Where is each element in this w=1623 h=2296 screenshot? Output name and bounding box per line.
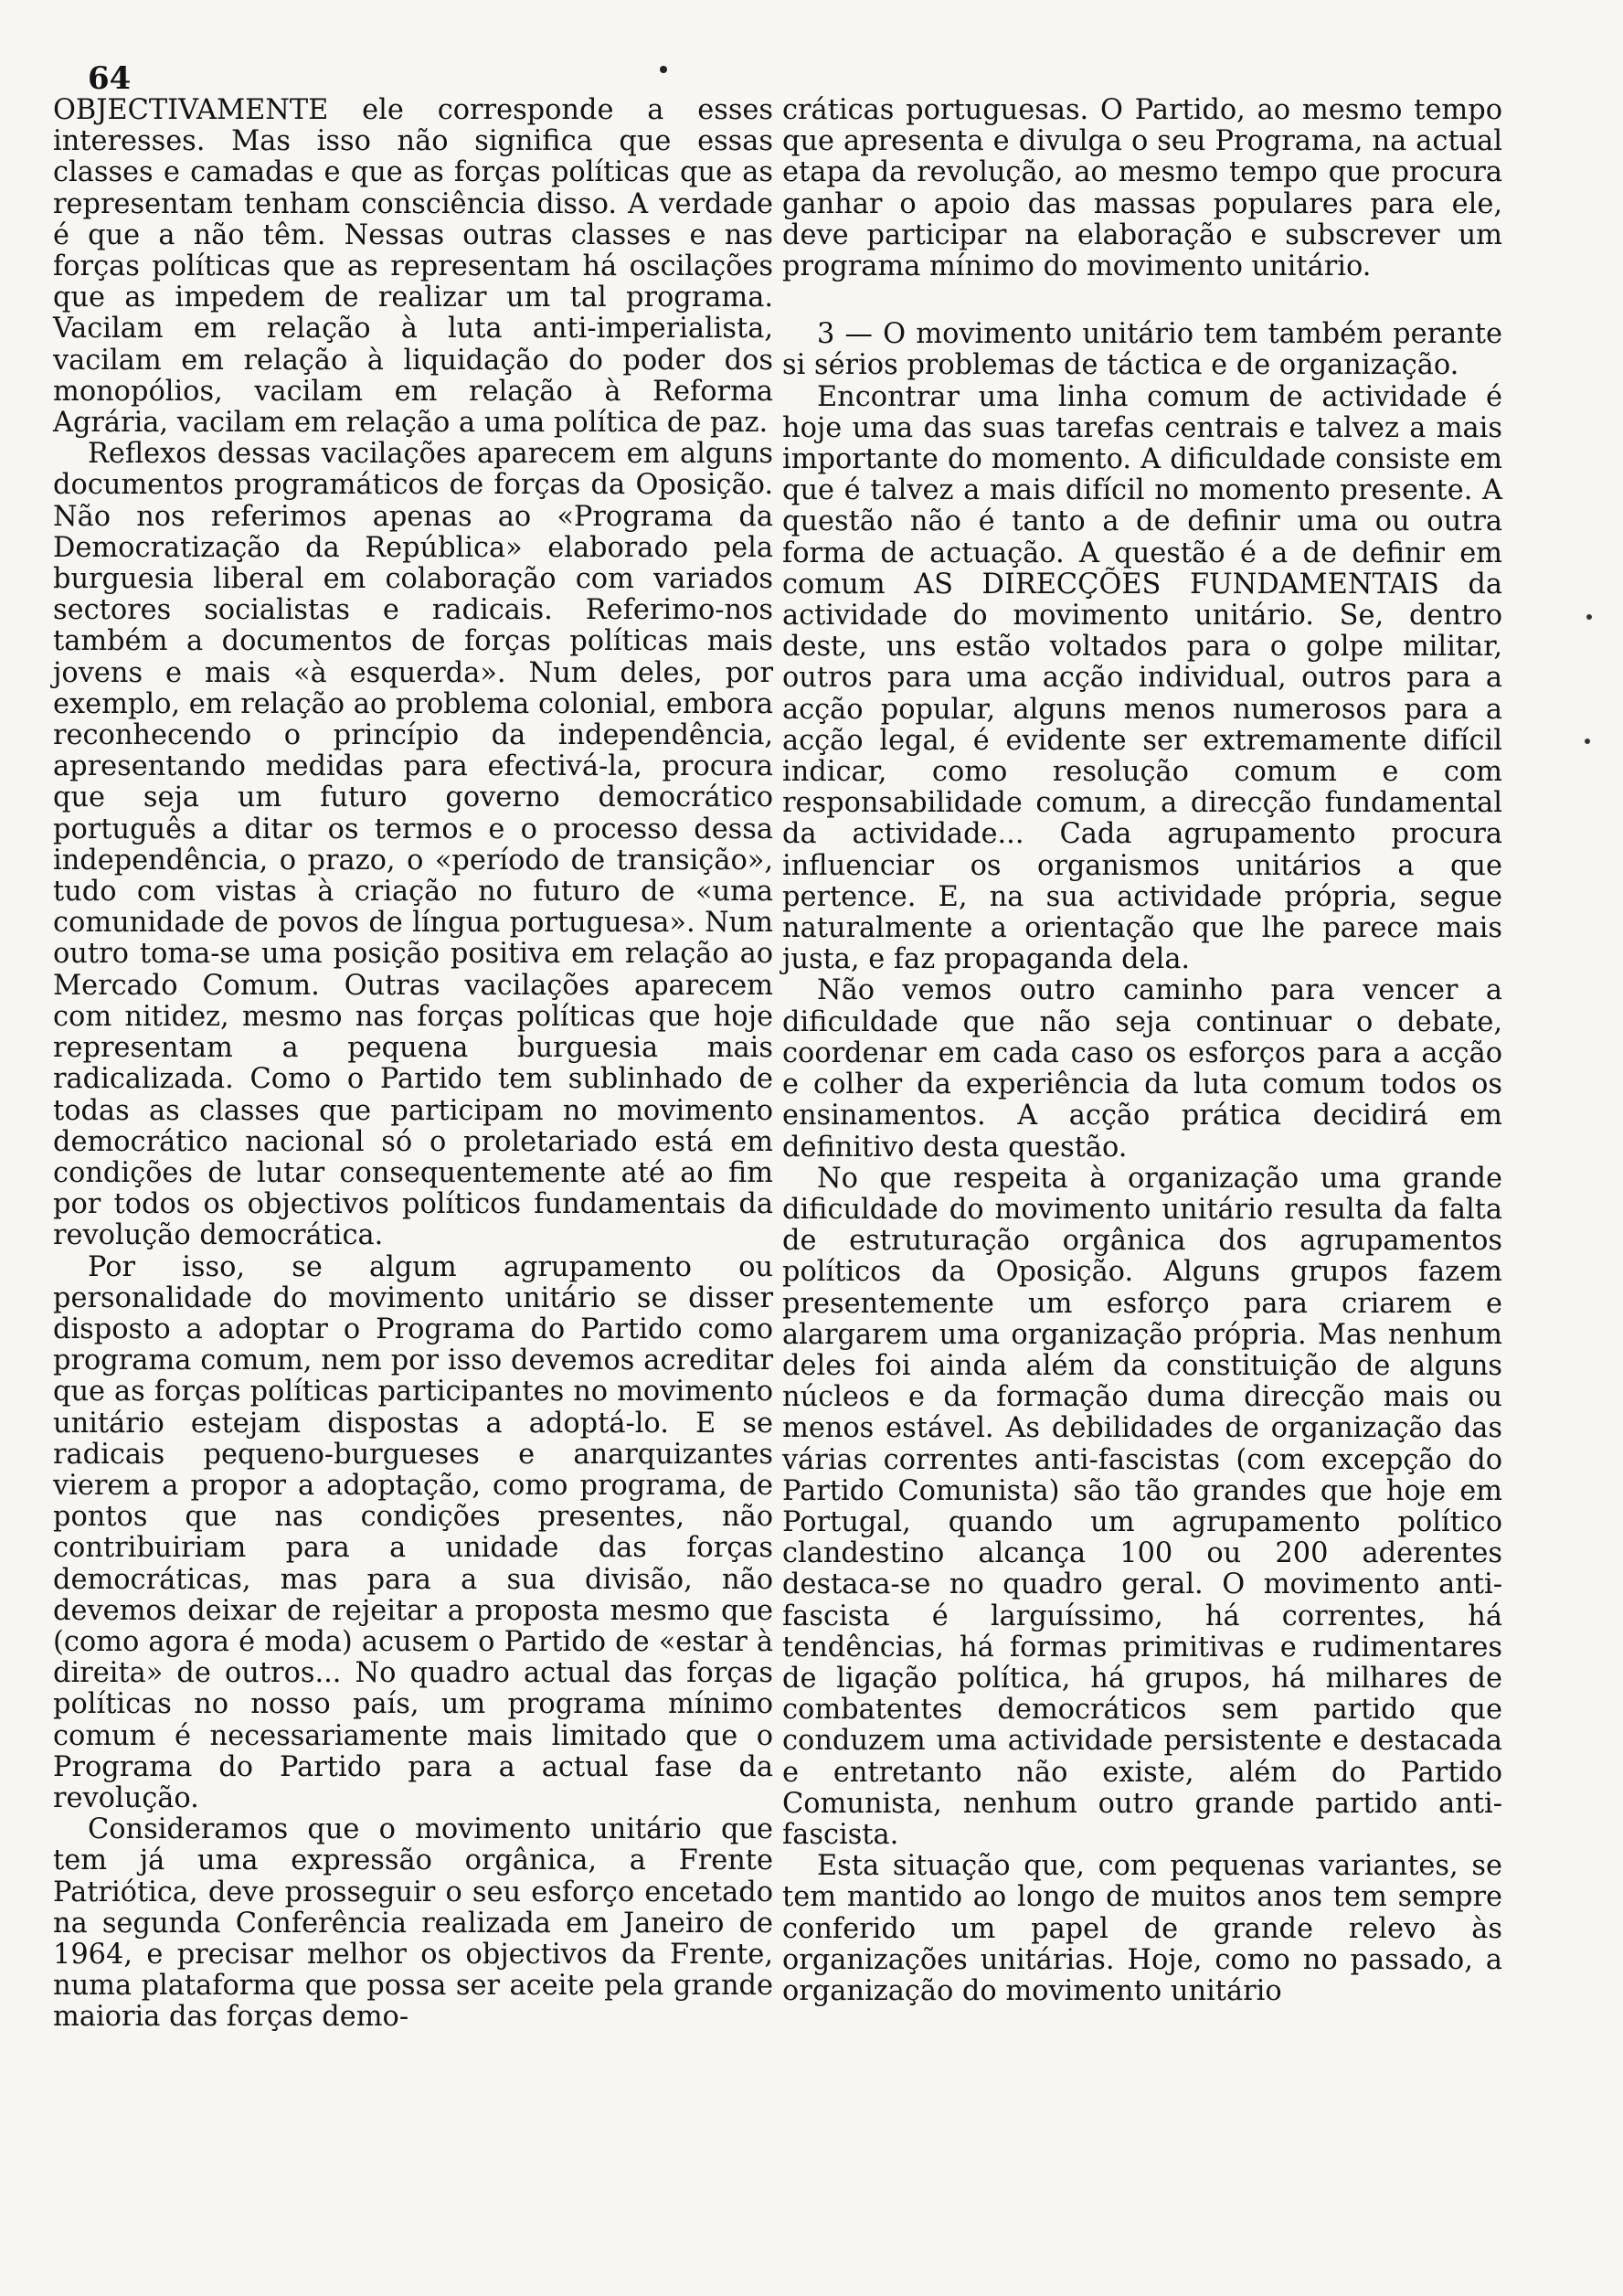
margin-dot — [1585, 739, 1590, 744]
page-dot — [660, 66, 667, 73]
margin-dot — [1586, 614, 1592, 620]
left-column — [53, 95, 773, 2034]
right-paragraph: Esta situação que, com pequenas variantes, se tem mantido ao longo de muitos anos tem sempre conferido um papel de grande relevo às organizações unitárias. Hoje, como no passado, a organização do movimento unitário — [782, 1850, 1502, 2007]
left-paragraph: Por isso, se algum agrupamento ou personalidade do movimento unitário se disser disposto a adoptar o Programa do Partido como programa comum, nem por isso devemos acreditar que as forças políticas participantes no movimento unitário estejam dispostas a adoptá-lo. E se radicais pequeno-burgueses e anarquizantes vierem a propor a adoptação, como programa, de pontos que nas condições presentes, não contribuiriam para a unidade das forças democráticas, mas para a sua divisão, não devemos deixar de rejeitar a proposta mesmo que (como agora é moda) acusem o Partido de «estar à direita» de outros... No quadro actual das forças políticas no nosso país, um programa mínimo comum é necessariamente mais limitado que o Programa do Partido para a actual fase da revolução. — [53, 1250, 773, 1814]
right-paragraph: No que respeita à organização uma grande dificuldade do movimento unitário resulta da falta de estruturação orgânica dos agrupamentos políticos da Oposição. Alguns grupos fazem presentemente um esforço para criarem e alargarem uma organização própria. Mas nenhum deles foi ainda além da constituição de alguns núcleos e da formação duma direcção mais ou menos estável. As debilidades de organização das várias correntes anti-fascistas (com excepção do Partido Comunista) são tão grandes que hoje em Portugal, quando um agrupamento político clandestino alcança 100 ou 200 aderentes destaca-se no quadro geral. O movimento anti-fascista é larguíssimo, há correntes, há tendências, há formas primitivas e rudimentares de ligação política, há grupos, há milhares de combatentes democráticos sem partido que conduzem uma actividade persistente e destacada e entretanto não existe, além do Partido Comunista, nenhum outro grande partido anti-fascista. — [782, 1162, 1502, 1851]
page-number: 64 — [88, 60, 132, 97]
left-paragraph: Consideramos que o movimento unitário que tem já uma expressão orgânica, a Frente Patriótica, deve prosseguir o seu esforço encetado na segunda Conferência realizada em Janeiro de 1964, e precisar melhor os objectivos da Frente, numa plataforma que possa ser aceite pela grande maioria das forças demo- — [53, 1813, 773, 2034]
right-paragraph: Encontrar uma linha comum de actividade é hoje uma das suas tarefas centrais e talvez a mais importante do momento. A dificuldade consiste em que é talvez a mais difícil no momento presente. A questão não é tanto a de definir uma ou outra forma de actuação. A questão é a de definir em comum AS DIRECÇÕES FUNDAMENTAIS da actividade do movimento unitário. Se, dentro deste, uns estão voltados para o golpe militar, outros para uma acção individual, outros para a acção popular, alguns menos numerosos para a acção legal, é evidente ser extremamente difícil indicar, como resolução comum e com responsabilidade comum, a direcção fundamental da actividade... Cada agrupamento procura influenciar os organismos unitários a que pertence. E, na sua actividade própria, segue naturalmente a orientação que lhe parece mais justa, e faz propaganda dela. — [782, 380, 1502, 976]
right-paragraph: Não vemos outro caminho para vencer a dificuldade que não seja continuar o debate, coordenar em cada caso os esforços para a acção e colher da experiência da luta comum todos os ensinamentos. A acção prática decidirá em definitivo desta questão. — [782, 974, 1502, 1164]
left-paragraph: OBJECTIVAMENTE ele corresponde a esses interesses. Mas isso não significa que essas classes e camadas e que as forças políticas que as representam tenham consciência disso. A verdade é que a não têm. Nessas outras classes e nas forças políticas que as representam há oscilações que as impedem de realizar um tal programa. Vacilam em relação à luta anti-imperialista, vacilam em relação à liquidação do poder dos monopólios, vacilam em relação à Reforma Agrária, vacilam em relação a uma política de paz. — [53, 94, 773, 440]
section-3-heading-paragraph: 3 — O movimento unitário tem também perante si sérios problemas de táctica e de organização. — [782, 318, 1502, 382]
right-paragraph: cráticas portuguesas. O Partido, ao mesmo tempo que apresenta e divulga o seu Programa, na actual etapa da revolução, ao mesmo tempo que procura ganhar o apoio das massas populares para ele, deve participar na elaboração e subscrever um programa mínimo do movimento unitário. — [782, 94, 1502, 283]
right-column — [782, 95, 1502, 2007]
left-paragraph: Reflexos dessas vacilações aparecem em alguns documentos programáticos de forças da Oposição. Não nos referimos apenas ao «Programa da Democratização da República» elaborado pela burguesia liberal em colaboração com variados sectores socialistas e radicais. Referimo-nos também a documentos de forças políticas mais jovens e mais «à esquerda». Num deles, por exemplo, em relação ao problema colonial, embora reconhecendo o princípio da independência, apresentando medidas para efectivá-la, procura que seja um futuro governo democrático português a ditar os termos e o processo dessa independência, o prazo, o «período de transição», tudo com vistas à criação no futuro de «uma comunidade de povos de língua portuguesa». Num outro toma-se uma posição positiva em relação ao Mercado Comum. Outras vacilações aparecem com nitidez, mesmo nas forças políticas que hoje representam a pequena burguesia mais radicalizada. Como o Partido tem sublinhado de todas as classes que participam no movimento democrático nacional só o proletariado está em condições de lutar consequentemente até ao fim por todos os objectivos políticos fundamentais da revolução democrática. — [53, 438, 773, 1252]
